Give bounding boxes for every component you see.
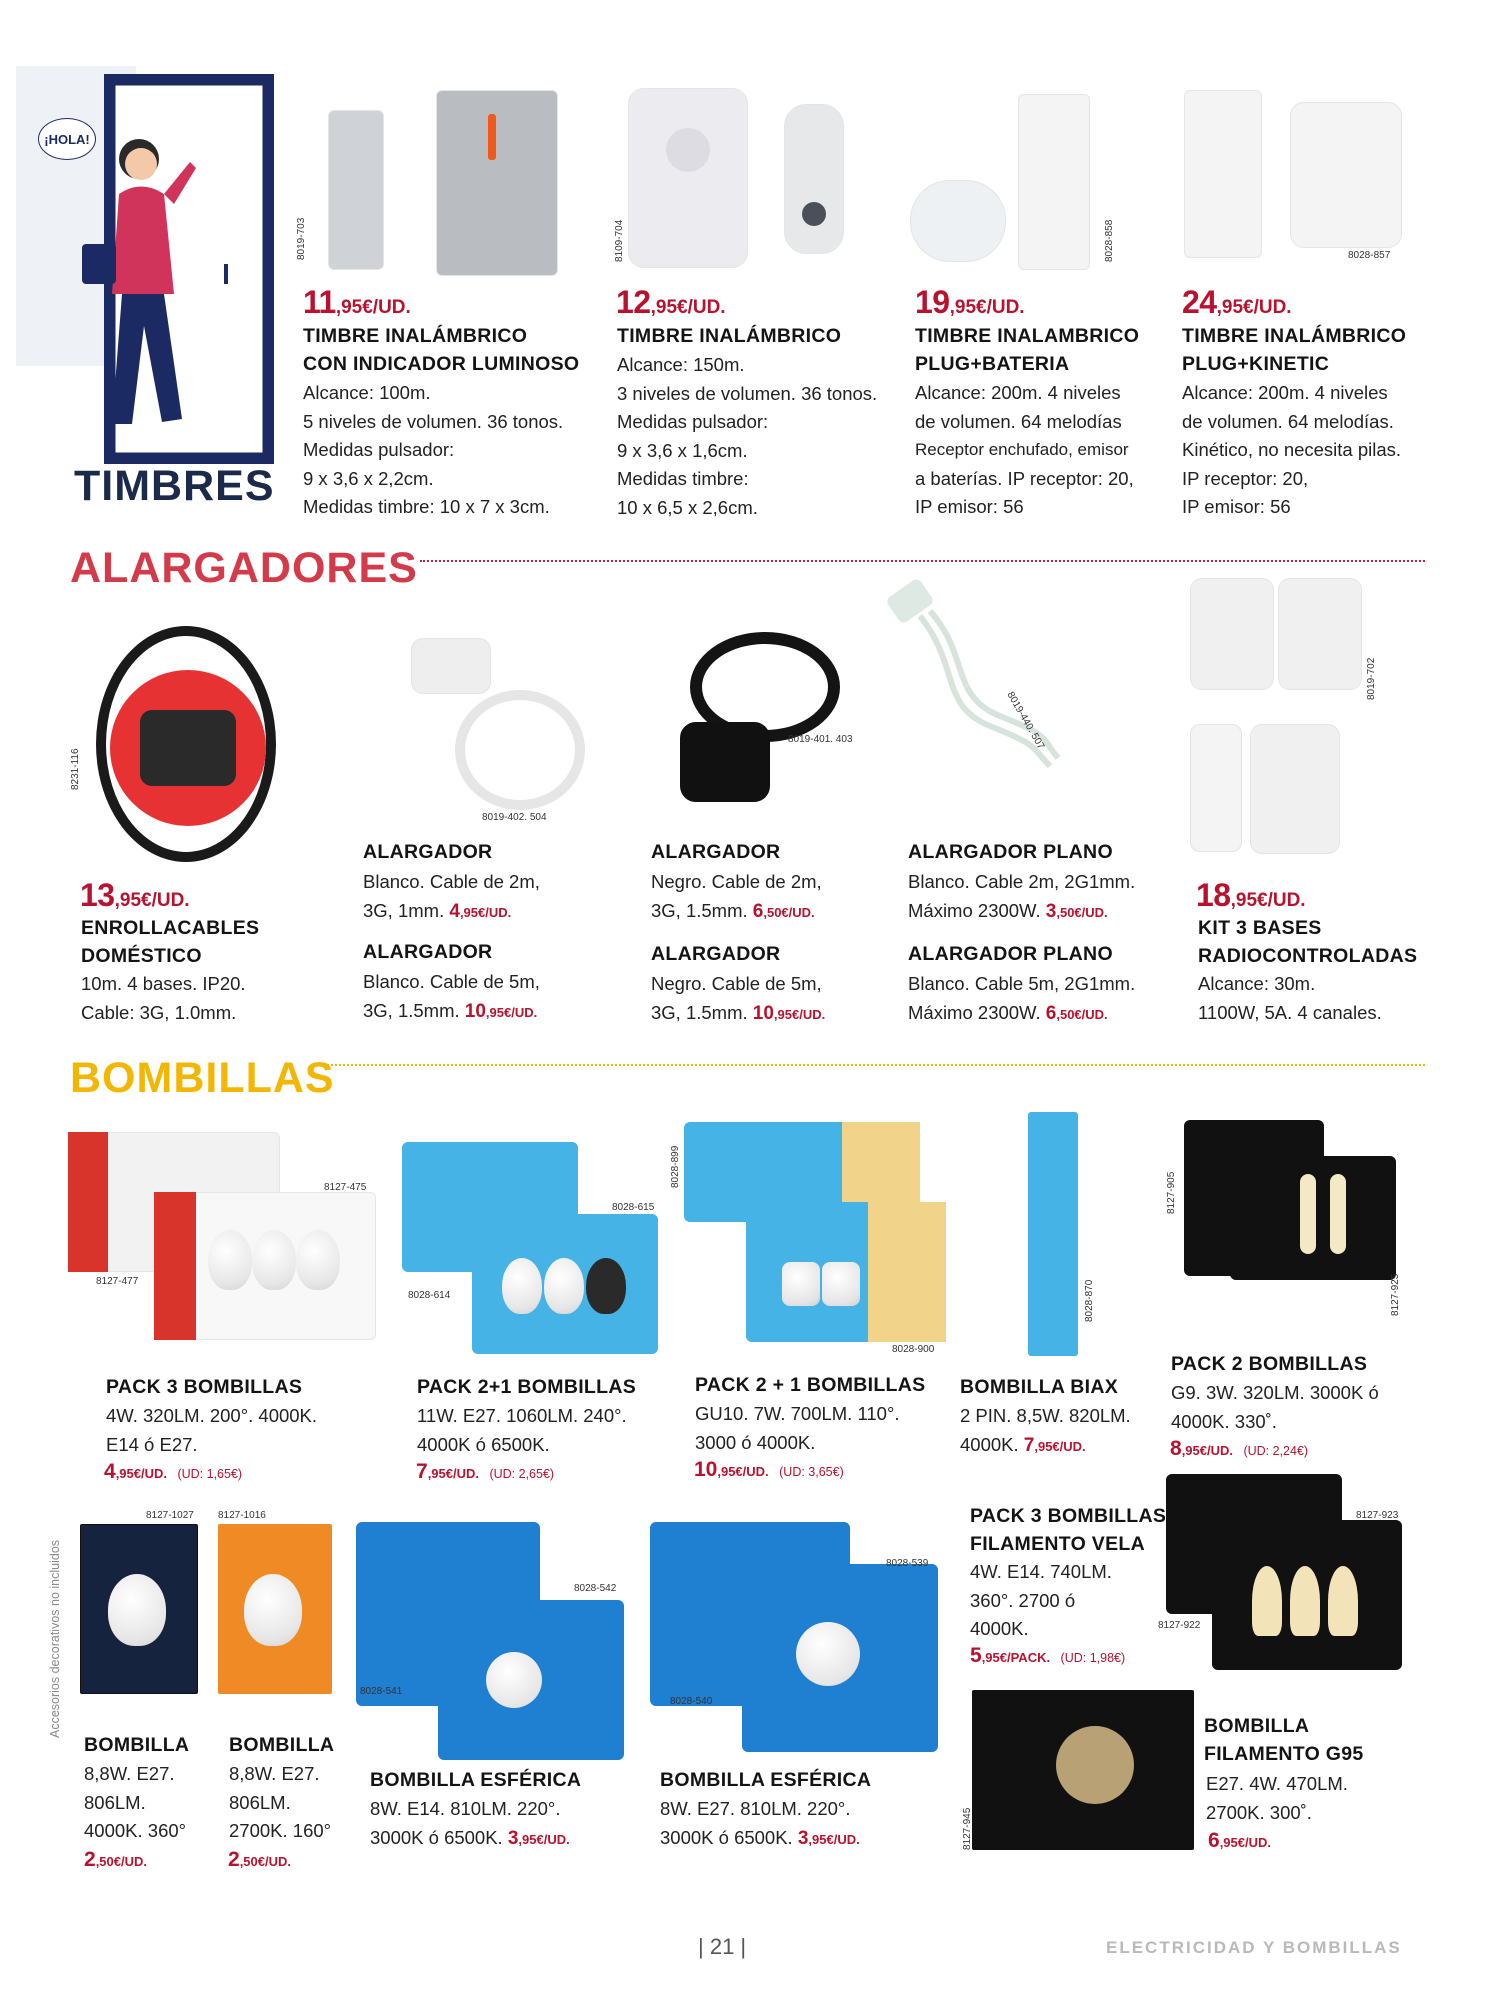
esf1-price-dec: ,95€/UD. [518,1831,570,1847]
pack21b-desc-line: GU10. 7W. 700LM. 110°. [695,1403,900,1424]
col3-item-2-line1: Negro. Cable de 5m, [651,973,822,994]
col4-item-2-line2: Máximo 2300W. [908,1001,1041,1023]
vela-image [1166,1474,1406,1674]
timbre-3-code: 8028-858 [1104,219,1115,262]
timbre-1-desc-line: Alcance: 100m. [303,382,431,403]
kit-bases-desc-line: Alcance: 30m. [1198,973,1316,994]
vela-title-line: PACK 3 BOMBILLAS [970,1505,1167,1527]
timbre-3-title-line: PLUG+BATERIA [915,353,1070,375]
pack21b-title: PACK 2 + 1 BOMBILLAS [695,1374,926,1396]
esf1-code-1: 8028-542 [574,1583,617,1594]
col3-item-1-line1: Negro. Cable de 2m, [651,871,822,892]
g95-image [972,1690,1194,1850]
g95-desc-line: 2700K. 300˚. [1206,1801,1312,1823]
timbre-2-desc-line: 3 niveles de volumen. 36 tonos. [617,382,878,404]
vela-price-dec: ,95€/PACK. [981,1650,1051,1665]
timbre-2-code: 8109-704 [614,219,625,262]
pack2-desc-line: 4000K. 330˚. [1171,1410,1277,1432]
hola-bubble [38,118,96,160]
esf2-price-dec: ,95€/UD. [808,1831,860,1847]
alargador-blanco-image [395,630,595,820]
timbre-4-code: 8028-857 [1348,250,1391,261]
bomb2-title: BOMBILLA [229,1734,335,1756]
col2-item-2 [363,938,540,1027]
esf2-code-1: 8028-539 [886,1558,929,1569]
pack2-price-dec: ,95€/UD. [1181,1443,1233,1458]
pack3-price-int: 4 [104,1460,116,1483]
enrollacables-title-line: ENROLLACABLES [81,917,260,939]
g95-desc [1206,1770,1348,1827]
timbre-4-desc-line: IP receptor: 20, [1182,467,1309,489]
bomb2-price [228,1848,291,1872]
vela-code-2: 8127-922 [1158,1620,1201,1631]
timbre-4-price-int: 24 [1182,284,1217,320]
esf1-desc [370,1795,570,1854]
vela-price-int: 5 [970,1644,982,1667]
g95-title [1204,1712,1364,1768]
g95-title-line: BOMBILLA [1204,1715,1310,1737]
biax-price-dec: ,95€/UD. [1034,1438,1086,1454]
bomb2-price-dec: ,50€/UD. [239,1854,291,1869]
alargador-negro-image [670,622,860,812]
vela-desc-line: 4000K. [970,1618,1029,1639]
pack21a-image [402,1138,662,1358]
kit-bases-title-line: RADIOCONTROLADAS [1198,945,1418,967]
pack3-desc-line: 4W. 320LM. 200°. 4000K. [106,1405,318,1426]
pack3-code-1: 8127-475 [324,1182,367,1193]
timbre-3-desc-line: a baterías. IP receptor: 20, [915,467,1134,489]
g95-price [1208,1829,1271,1853]
kit-bases-title [1198,914,1417,970]
timbre-1-title-line: TIMBRE INALÁMBRICO [303,325,528,347]
timbre-4-desc-line: de volumen. 64 melodías. [1182,410,1394,432]
pack2-code-2: 8127-925 [1390,1273,1401,1316]
kit-bases-price [1196,877,1306,914]
hola-text: ¡HOLA! [44,131,90,147]
col2-item-2-line1: Blanco. Cable de 5m, [363,971,540,992]
page-number: | 21 | [698,1934,747,1959]
col4-item-2-line1: Blanco. Cable 5m, 2G1mm. [908,973,1136,994]
col3-item-2-price-int: 10 [752,1002,774,1024]
enrollacables-price-int: 13 [80,877,115,913]
col2-item-2-price-int: 10 [464,1000,486,1022]
pack21a-title: PACK 2+1 BOMBILLAS [417,1376,637,1398]
pack21b-desc-line: 3000 ó 4000K. [695,1431,816,1453]
g95-desc-line: E27. 4W. 470LM. [1206,1773,1348,1794]
timbre-3-price [915,284,1025,321]
kit-bases-title-line: KIT 3 BASES [1198,917,1322,939]
vela-code-1: 8127-923 [1356,1510,1399,1521]
esf1-desc-line: 8W. E14. 810LM. 220°. [370,1798,561,1819]
timbre-4-title [1182,322,1406,378]
biax-desc-line: 2 PIN. 8,5W. 820LM. [960,1405,1131,1426]
esf1-title: BOMBILLA ESFÉRICA [370,1769,582,1791]
bomb2-desc-line: 806LM. [229,1791,291,1813]
col3-code: 8019-401. 403 [788,734,853,745]
g95-code: 8127-945 [962,1807,973,1850]
enrollacables-desc [81,970,246,1027]
timbre-1-desc-line: Medidas timbre: 10 x 7 x 3cm. [303,496,550,517]
timbre-4-desc-line: Kinético, no necesita pilas. [1182,439,1402,460]
timbre-1-image [324,90,564,276]
pack2-desc-line: G9. 3W. 320LM. 3000K ó [1171,1382,1379,1403]
timbre-1-price-int: 11 [303,284,336,320]
col3-item-1-line2: 3G, 1.5mm. [651,899,748,921]
timbre-4-image [1184,86,1404,262]
timbre-2-title-line: TIMBRE INALÁMBRICO [617,325,842,347]
timbre-4-title-line: PLUG+KINETIC [1182,353,1330,375]
pack21b-price-dec: ,95€/UD. [717,1464,769,1479]
esf2-desc-line: 8W. E27. 810LM. 220°. [660,1798,851,1819]
enrollacables-code: 8231-116 [70,748,81,790]
timbre-3-image [910,90,1096,270]
g95-title-line: FILAMENTO G95 [1204,1743,1364,1765]
biax-title: BOMBILLA BIAX [960,1376,1119,1398]
pack2-code-1: 8127-905 [1166,1171,1177,1214]
col4-item-1-title: ALARGADOR PLANO [908,841,1113,863]
pack2-unit-note: (UD: 2,24€) [1243,1444,1309,1458]
col4-item-1-price-dec: ,50€/UD. [1056,904,1108,920]
esf1-image [356,1522,630,1762]
pack21a-code-1: 8028-615 [612,1202,655,1213]
timbre-4-desc [1182,379,1401,522]
timbre-4-price [1182,284,1292,321]
timbre-2-desc-line: 9 x 3,6 x 1,6cm. [617,439,748,461]
esf2-line2: 3000K ó 6500K. [660,1826,793,1848]
pack21b-code-2: 8028-900 [892,1344,935,1355]
col4-item-2 [908,940,1135,1029]
vela-price [970,1644,1125,1668]
col2-item-2-price-dec: ,95€/UD. [485,1004,538,1020]
side-note: Accesorios decorativos no incluidos [48,1539,62,1738]
pack2-price [1170,1437,1308,1461]
bomb1-title: BOMBILLA [84,1734,190,1756]
col2-item-1-line1: Blanco. Cable de 2m, [363,871,540,892]
col4-code: 8019-440. 507 [1004,690,1047,752]
pack3-price-dec: ,95€/UD. [115,1466,167,1481]
pack21b-desc [695,1400,900,1457]
alargadores-divider [420,560,1425,562]
pack21a-unit-note: (UD: 2,65€) [489,1467,555,1481]
bomb2-desc [229,1760,331,1846]
pack21a-desc [417,1402,627,1459]
enrollacables-price-dec: ,95€/UD. [114,890,190,911]
pack2-desc [1171,1379,1379,1436]
bomb2-desc-line: 2700K. 160° [229,1820,332,1841]
kit-bases-desc-line: 1100W, 5A. 4 canales. [1198,1001,1382,1023]
bomb2-image [218,1524,332,1694]
g95-price-dec: ,95€/UD. [1219,1835,1271,1850]
bomb1-desc [84,1760,186,1846]
timbre-2-price-int: 12 [616,284,651,320]
bomb2-desc-line: 8,8W. E27. [229,1763,320,1784]
bomb2-price-int: 2 [228,1848,240,1871]
col4-item-2-title: ALARGADOR PLANO [908,943,1113,965]
enrollacables-title [81,914,259,970]
col2-item-1 [363,838,540,927]
timbre-2-price [616,284,726,321]
timbre-3-title [915,322,1139,378]
col3-item-2-price-dec: ,95€/UD. [773,1006,826,1022]
col4-item-1 [908,838,1135,927]
col4-item-1-line2: Máximo 2300W. [908,899,1041,921]
col2-item-2-title: ALARGADOR [363,941,493,963]
esf1-code-2: 8028-541 [360,1686,403,1697]
col2-item-1-price-int: 4 [449,900,460,922]
pack3-unit-note: (UD: 1,65€) [177,1467,243,1481]
vela-unit-note: (UD: 1,98€) [1060,1651,1126,1665]
kit-bases-price-dec: ,95€/UD. [1230,890,1306,911]
biax-desc [960,1402,1131,1461]
vela-title [970,1502,1166,1558]
timbre-1-title-line: CON INDICADOR LUMINOSO [303,353,580,375]
kit-bases-image [1186,574,1376,864]
bombillas-divider [320,1064,1425,1066]
pack21b-unit-note: (UD: 3,65€) [779,1465,844,1479]
col3-item-1 [651,838,822,927]
pack3-title: PACK 3 BOMBILLAS [106,1376,303,1398]
kit-bases-desc [1198,970,1382,1027]
pack3-image [66,1132,376,1344]
timbre-1-price [303,284,411,321]
alargador-plano-image [880,576,1080,786]
esf1-line2: 3000K ó 6500K. [370,1826,503,1848]
col4-item-2-price-int: 6 [1045,1002,1057,1024]
esf2-price-int: 3 [797,1827,809,1849]
timbre-1-title [303,322,579,378]
timbre-2-desc-line: 10 x 6,5 x 2,6cm. [617,496,758,518]
pack21a-price [416,1460,554,1484]
timbre-1-desc-line: 9 x 3,6 x 2,2cm. [303,467,434,489]
vela-desc [970,1558,1112,1644]
timbre-3-price-int: 19 [915,284,950,320]
timbre-1-price-dec: ,95€/UD. [335,297,411,318]
enrollacables-desc-line: 10m. 4 bases. IP20. [81,973,246,994]
esf2-desc [660,1795,860,1854]
pack21a-desc-line: 4000K ó 6500K. [417,1433,550,1455]
col3-item-2-title: ALARGADOR [651,943,781,965]
esf2-code-2: 8028-540 [670,1696,713,1707]
timbre-2-desc [617,351,877,522]
vela-desc-line: 4W. E14. 740LM. [970,1561,1112,1582]
timbre-4-price-dec: ,95€/UD. [1216,297,1292,318]
pack3-desc [106,1402,317,1459]
vela-title-line: FILAMENTO VELA [970,1533,1146,1555]
timbre-1-desc-line: 5 niveles de volumen. 36 tonos. [303,410,564,432]
col4-item-1-price-int: 3 [1045,900,1057,922]
bomb1-price-int: 2 [84,1848,96,1871]
pack21b-price-int: 10 [694,1458,718,1481]
pack21b-image [682,1122,952,1352]
col3-item-2-line2: 3G, 1.5mm. [651,1001,748,1023]
bomb1-code: 8127-1027 [146,1510,194,1521]
col4-item-2-price-dec: ,50€/UD. [1056,1006,1108,1022]
bomb1-price-dec: ,50€/UD. [95,1854,147,1869]
col4-item-1-line1: Blanco. Cable 2m, 2G1mm. [908,871,1136,892]
col3-item-2 [651,940,825,1029]
timbre-3-price-dec: ,95€/UD. [949,297,1025,318]
pack2-price-int: 8 [1170,1437,1182,1460]
timbre-3-desc-line: de volumen. 64 melodías [915,410,1122,432]
timbre-4-desc-line: IP emisor: 56 [1182,496,1291,517]
col2-item-1-line2: 3G, 1mm. [363,899,445,921]
esf2-title: BOMBILLA ESFÉRICA [660,1769,872,1791]
timbre-4-title-line: TIMBRE INALÁMBRICO [1182,325,1407,347]
biax-price-int: 7 [1023,1434,1035,1456]
biax-desc-line: 4000K. [960,1433,1019,1455]
timbre-3-desc-line: IP emisor: 56 [915,496,1024,517]
enrollacables-desc-line: Cable: 3G, 1.0mm. [81,1001,237,1023]
timbre-2-desc-line: Alcance: 150m. [617,354,745,375]
pack21b-code-1: 8028-899 [670,1145,681,1188]
timbre-3-desc-line: Receptor enchufado, emisor [915,440,1129,459]
timbre-3-title-line: TIMBRE INALAMBRICO [915,325,1140,347]
timbre-2-desc-line: Medidas pulsador: [617,411,769,432]
enrollacables-title-line: DOMÉSTICO [81,945,202,967]
enrollacables-price [80,877,190,914]
col2-item-1-title: ALARGADOR [363,841,493,863]
biax-image [1028,1112,1080,1356]
col2-code: 8019-402. 504 [482,812,547,823]
footer-section-title: ELECTRICIDAD Y BOMBILLAS [1106,1938,1402,1957]
bomb1-desc-line: 4000K. 360° [84,1820,187,1841]
pack21a-price-dec: ,95€/UD. [427,1466,479,1481]
timbre-2-desc-line: Medidas timbre: [617,468,749,489]
kit-bases-price-int: 18 [1196,877,1231,913]
bomb1-desc-line: 8,8W. E27. [84,1763,175,1784]
esf1-price-int: 3 [507,1827,519,1849]
pack3-desc-line: E14 ó E27. [106,1433,198,1455]
pack21a-code-2: 8028-614 [408,1290,451,1301]
timbre-3-desc [915,379,1134,522]
section-title-bombillas: BOMBILLAS [70,1054,335,1102]
timbre-2-title [617,322,841,350]
timbre-4-desc-line: Alcance: 200m. 4 niveles [1182,382,1388,403]
col3-item-1-title: ALARGADOR [651,841,781,863]
pack21b-price [694,1458,844,1482]
pack2-title: PACK 2 BOMBILLAS [1171,1353,1368,1375]
g95-price-int: 6 [1208,1829,1220,1852]
section-title-timbres: TIMBRES [74,462,275,510]
bomb1-image [80,1524,198,1694]
timbre-1-desc-line: Medidas pulsador: [303,439,455,460]
bomb1-desc-line: 806LM. [84,1791,146,1813]
timbre-2-image [626,88,852,278]
kit-bases-code: 8019-702 [1366,657,1377,700]
timbre-2-price-dec: ,95€/UD. [650,297,726,318]
pack3-code-2: 8127-477 [96,1276,139,1287]
bomb2-code: 8127-1016 [218,1510,266,1521]
col2-item-1-price-dec: ,95€/UD. [459,904,512,920]
timbre-1-desc [303,379,563,522]
timbre-1-code: 8019-703 [296,217,307,260]
biax-code: 8028-870 [1084,1279,1095,1322]
pack3-price [104,1460,242,1484]
section-title-alargadores: ALARGADORES [70,544,418,592]
pack21a-desc-line: 11W. E27. 1060LM. 240°. [417,1405,627,1426]
vela-desc-line: 360°. 2700 ó [970,1589,1076,1611]
pack21a-price-int: 7 [416,1460,428,1483]
col3-item-1-price-dec: ,50€/UD. [763,904,815,920]
timbre-3-desc-line: Alcance: 200m. 4 niveles [915,382,1121,403]
enrollacables-image [80,618,290,868]
bomb1-price [84,1848,147,1872]
col2-item-2-line2: 3G, 1.5mm. [363,999,460,1021]
pack2-image [1180,1116,1400,1280]
col3-item-1-price-int: 6 [752,900,764,922]
